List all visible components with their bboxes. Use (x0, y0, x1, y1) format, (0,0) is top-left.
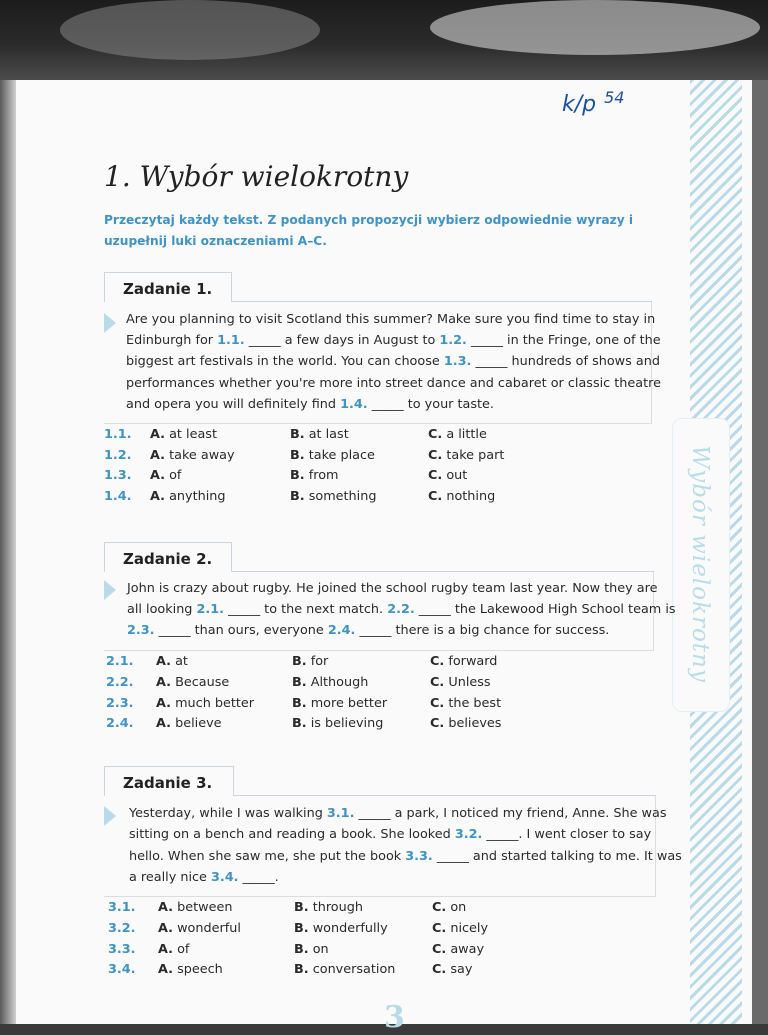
task-heading: Zadanie 3. (104, 766, 234, 796)
question-number: 2.1. (106, 654, 134, 669)
option-letter: C. (430, 695, 445, 711)
text-segment: Are you planning to visit Scotland this summer? Make sure you find time to stay in (126, 312, 656, 327)
option-text: is believing (310, 716, 384, 732)
option-text: on (450, 900, 467, 915)
option-a (158, 898, 232, 918)
option-a (156, 714, 222, 734)
option-letter: B. (290, 488, 305, 504)
option-text: Although (310, 674, 369, 690)
option-text: Unless (448, 674, 491, 690)
option-text: nicely (450, 920, 489, 936)
question-number: 3.3. (108, 941, 136, 957)
text-segment: _____. I went closer to say (482, 827, 652, 843)
arrow-icon (104, 806, 116, 826)
option-text: believes (448, 716, 502, 732)
text-segment: _____ the Lakewood High School team is (414, 602, 676, 617)
question-number: 2.2. (106, 674, 134, 690)
option-a (156, 652, 188, 672)
option-letter: B. (292, 674, 307, 690)
option-letter: B. (294, 941, 309, 957)
option-text: much better (175, 695, 255, 711)
text-segment: hello. When she saw me, she put the book (129, 848, 406, 864)
task-heading: Zadanie 2. (104, 542, 232, 572)
option-letter: A. (156, 654, 172, 669)
task-text-line (127, 599, 676, 620)
option-letter: B. (294, 900, 309, 915)
option-c (428, 446, 504, 466)
option-text: say (450, 962, 473, 978)
option-a (158, 960, 223, 980)
option-letter: B. (292, 716, 307, 732)
photo-background (0, 0, 768, 90)
option-b (290, 487, 376, 507)
option-c (432, 898, 466, 918)
question-number: 2.3. (106, 695, 134, 711)
option-text: something (308, 488, 377, 504)
option-b (292, 652, 328, 672)
task-text-line (126, 309, 655, 330)
option-b (294, 940, 329, 960)
option-letter: A. (156, 695, 172, 711)
question-number: 3.2. (108, 920, 136, 936)
option-c (430, 694, 501, 714)
option-letter: C. (428, 447, 443, 463)
page-title: 1. Wybór wielokrotny (104, 160, 409, 193)
option-text: more better (310, 695, 388, 711)
question-number: 2.4. (106, 716, 134, 732)
option-letter: C. (430, 716, 445, 732)
handwritten-note-a: k/p (562, 92, 597, 117)
option-text: between (177, 900, 233, 915)
option-letter: A. (150, 427, 166, 442)
option-letter: B. (290, 427, 305, 442)
option-letter: C. (432, 941, 447, 957)
task-text-line (126, 351, 660, 372)
option-text: wonderful (177, 920, 241, 936)
option-letter: A. (158, 920, 174, 936)
text-segment: _____. (238, 869, 279, 885)
option-text: at (175, 654, 188, 669)
text-segment: Yesterday, while I was walking (129, 806, 327, 821)
option-text: take part (446, 447, 505, 463)
option-text: believe (175, 716, 222, 732)
option-text: conversation (312, 962, 396, 978)
option-a (150, 425, 217, 445)
option-letter: A. (150, 447, 166, 463)
option-text: at last (308, 427, 349, 442)
option-text: away (450, 941, 485, 957)
option-c (430, 714, 501, 734)
text-segment: John is crazy about rugby. He joined the school rugby team last year. Now they are (127, 581, 658, 596)
option-text: for (310, 654, 329, 669)
gap-number: 1.3. (443, 354, 472, 370)
option-b (290, 446, 375, 466)
option-b (290, 466, 338, 486)
question-number: 1.4. (104, 488, 132, 504)
option-c (430, 652, 497, 672)
handwritten-note-b: 54 (604, 88, 625, 107)
task-text-line (129, 803, 667, 824)
option-a (158, 919, 241, 939)
question-number: 1.3. (104, 468, 132, 484)
option-a (150, 487, 226, 507)
text-segment: _____ a park, I noticed my friend, Anne. She was (354, 806, 667, 821)
option-letter: C. (432, 920, 447, 936)
option-text: of (177, 941, 190, 957)
option-a (156, 694, 254, 714)
text-segment: _____ hundreds of shows and (471, 354, 660, 370)
gap-number: 1.2. (439, 333, 467, 349)
option-c (432, 960, 472, 980)
question-number: 3.4. (108, 962, 136, 978)
task-text-line (127, 578, 657, 599)
question-number: 3.1. (108, 900, 136, 915)
option-b (292, 714, 383, 734)
question-number: 1.2. (104, 447, 132, 463)
text-segment: _____ a few days in August to (244, 333, 440, 349)
option-letter: B. (294, 920, 309, 936)
option-c (428, 487, 495, 507)
option-text: Because (175, 674, 230, 690)
option-letter: B. (294, 962, 309, 978)
option-letter: A. (150, 468, 166, 484)
option-c (430, 673, 491, 693)
arrow-icon (104, 580, 116, 600)
task-text-line (126, 394, 494, 415)
side-tab-label: Wybór wielokrotny (687, 445, 713, 683)
option-a (150, 466, 181, 486)
option-text: take place (308, 447, 375, 463)
option-text: the best (448, 695, 502, 711)
task-text-line (129, 846, 682, 867)
option-text: out (446, 468, 468, 484)
option-letter: C. (432, 900, 447, 915)
gap-number: 2.3. (127, 623, 155, 638)
option-text: anything (169, 488, 226, 504)
gap-number: 3.1. (326, 806, 355, 821)
option-letter: B. (292, 695, 307, 711)
option-text: of (169, 468, 182, 484)
text-segment: _____ and started talking to me. It was (432, 848, 682, 864)
gap-number: 2.1. (196, 602, 225, 617)
option-letter: A. (158, 941, 174, 957)
option-text: wonderfully (312, 920, 388, 936)
task-text-line (129, 867, 279, 888)
gap-number: 3.4. (211, 869, 239, 885)
question-number: 1.1. (104, 427, 132, 442)
option-letter: C. (428, 427, 443, 442)
task-text-line (127, 620, 609, 641)
option-c (432, 919, 488, 939)
option-letter: C. (432, 962, 447, 978)
gap-number: 1.1. (217, 333, 245, 349)
option-a (158, 940, 189, 960)
option-letter: B. (290, 447, 305, 463)
option-text: speech (177, 962, 223, 978)
instruction-text: Przeczytaj każdy tekst. Z podanych propozycji wybierz odpowiednie wyrazy i uzupełnij luki oznaczeniami A–C. (104, 213, 634, 248)
gap-number: 1.4. (340, 396, 368, 412)
arrow-icon (104, 313, 116, 333)
gap-number: 2.4. (327, 623, 356, 638)
text-segment: sitting on a bench and reading a book. She looked (129, 827, 455, 843)
page-right-edge (752, 80, 768, 1024)
task-text-line (126, 373, 661, 394)
task-text-line (126, 330, 661, 351)
option-b (294, 960, 395, 980)
handwritten-note (562, 88, 624, 117)
option-c (428, 466, 467, 486)
text-segment: _____ to your taste. (367, 396, 494, 412)
text-segment: _____ in the Fringe, one of the (466, 333, 661, 349)
option-text: from (308, 468, 339, 484)
gap-number: 3.2. (454, 827, 483, 843)
option-text: forward (448, 654, 498, 669)
option-letter: A. (150, 488, 166, 504)
gap-number: 2.2. (387, 602, 415, 617)
page-left-edge (0, 80, 16, 1024)
option-text: through (312, 900, 363, 915)
text-segment: all looking (127, 602, 197, 617)
option-a (150, 446, 235, 466)
task-heading: Zadanie 1. (104, 272, 232, 302)
text-segment: and opera you will definitely find (126, 396, 341, 412)
page-number: 3 (384, 1000, 405, 1035)
task-text-line (129, 824, 651, 845)
option-text: on (312, 941, 329, 957)
option-letter: B. (292, 654, 307, 669)
text-segment: performances whether you're more into street dance and cabaret or classic theatre (126, 375, 661, 391)
text-segment: _____ there is a big chance for success. (355, 623, 610, 638)
option-b (292, 694, 387, 714)
option-b (290, 425, 349, 445)
option-letter: C. (428, 488, 443, 504)
option-text: a little (446, 427, 487, 442)
option-letter: A. (156, 716, 172, 732)
option-b (294, 919, 388, 939)
option-letter: B. (290, 468, 305, 484)
option-letter: C. (428, 468, 443, 484)
option-text: at least (169, 427, 217, 442)
text-segment: _____ than ours, everyone (154, 623, 328, 638)
option-letter: C. (430, 674, 445, 690)
option-text: take away (169, 447, 235, 463)
option-text: nothing (446, 488, 496, 504)
option-c (432, 940, 484, 960)
option-letter: C. (430, 654, 445, 669)
option-b (294, 898, 363, 918)
option-letter: A. (158, 962, 174, 978)
option-letter: A. (158, 900, 174, 915)
gap-number: 3.3. (405, 848, 433, 864)
text-segment: a really nice (129, 869, 211, 885)
text-segment: Edinburgh for (126, 333, 218, 349)
option-b (292, 673, 368, 693)
text-segment: biggest art festivals in the world. You can choose (126, 354, 444, 370)
option-c (428, 425, 487, 445)
option-letter: A. (156, 674, 172, 690)
option-a (156, 673, 229, 693)
text-segment: _____ to the next match. (224, 602, 388, 617)
